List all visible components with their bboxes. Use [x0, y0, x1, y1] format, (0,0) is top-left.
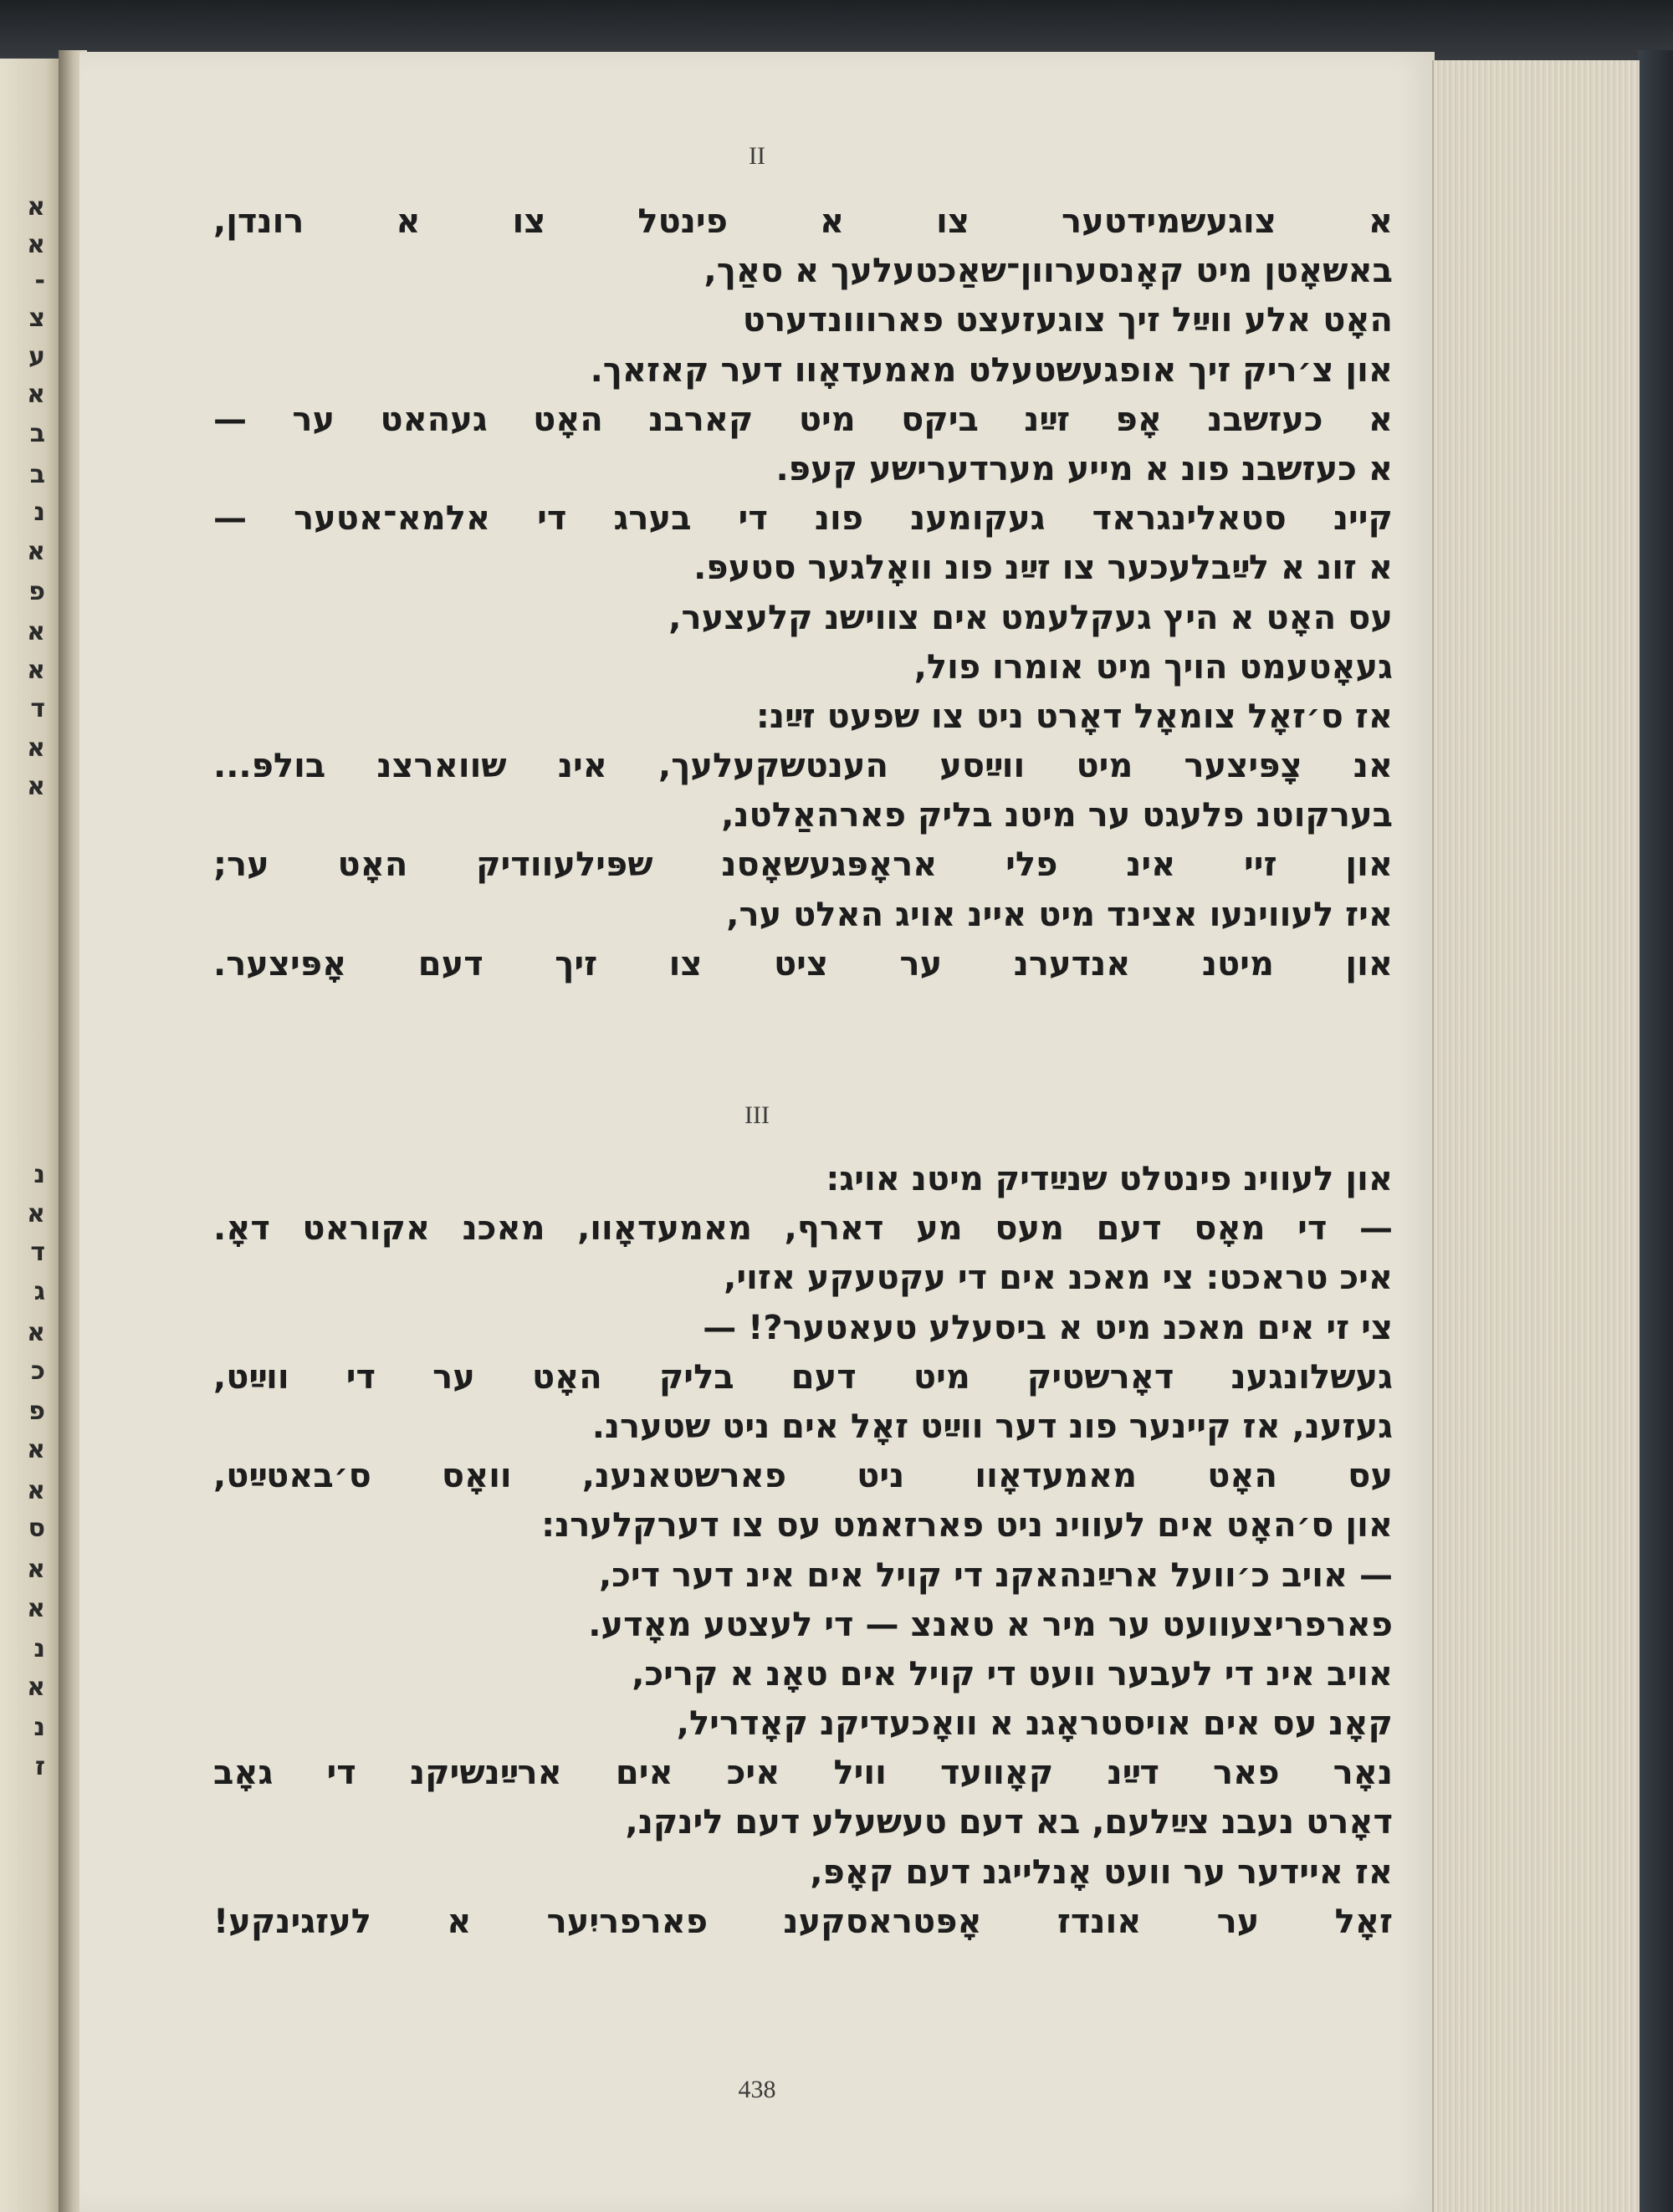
- left-page-fragment: א: [27, 1476, 45, 1505]
- poem-line: און לעווינ פינטלט שנײַדיק מיטנ אויג:: [826, 1160, 1393, 1198]
- left-page-fragment: ז: [34, 1752, 45, 1781]
- book-cover-right: [1638, 50, 1673, 2212]
- poem-line: א כעזשבנ פונ א מייע מערדערישע קעפּ.: [775, 449, 1393, 488]
- left-page-fragment: א: [27, 1435, 45, 1464]
- poem-line: און ס׳האָט אים לעווינ ניט פארזאמט עס צו דערקלערנ:: [541, 1506, 1393, 1545]
- poem-line: קאָנ עס אים אויסטראָגנ א וואָכעדיקנ קאָדריל,: [676, 1704, 1393, 1744]
- left-page-fragment: א: [27, 772, 45, 801]
- left-page-fragment: נ: [33, 1713, 45, 1742]
- left-page-fragment: ע: [28, 342, 45, 371]
- poem-line: און זיי אינ פלי אראָפּגעשאָסנ שפּילעוודיק האָט ער;: [213, 845, 1393, 885]
- left-page-fragment: א: [27, 1318, 45, 1347]
- poem-line: געאָטעמט הויך מיט אומרו פול,: [913, 647, 1393, 687]
- right-page: [79, 52, 1435, 2212]
- poem-line: אויב אינ די לעבער וועט די קויל אים טאָנ א קריכ,: [632, 1654, 1393, 1693]
- poem-line: און צ׳ריק זיך אופגעשטעלט מאמעדאָוו דער קאזאך.: [590, 350, 1393, 390]
- left-page-fragment: א: [27, 1199, 45, 1229]
- left-page-fragment: א: [27, 1594, 45, 1623]
- poem-line: געזענ, אז קיינער פונ דער ווײַט זאָל אים ניט שטערנ.: [591, 1407, 1393, 1446]
- section-heading-2: II: [749, 142, 765, 170]
- poem-line: נאָר פאר דײַנ קאָװעד וויל איכ אים ארײַנשיקנ די גאָב: [213, 1754, 1393, 1793]
- poem-line: צי זי אים מאכנ מיט א ביסעלע טעאטער?! —: [703, 1308, 1393, 1347]
- poem-line: געשלונגענ דאָרשטיק מיט דעם בליק האָט ער די ווײַט,: [213, 1357, 1393, 1397]
- poem-line: אז ס׳זאָל צומאָל דאָרט ניט צו שפעט זײַנ:: [755, 697, 1393, 736]
- poem-line: אנ צָפּיצער מיט ווײַסע הענטשקעלעך, אינ שווארצנ בולפּ...: [213, 747, 1393, 786]
- poem-line: א זונ א לײַבלעכער צו זײַנ פונ וואָלגער סטעפּ.: [693, 549, 1393, 588]
- left-page-fragment: פ: [28, 1397, 45, 1426]
- poem-line: פארפריצעוועט ער מיר א טאנצ — די לעצטע מאָדע.: [588, 1605, 1393, 1644]
- left-page-fragment: ב: [29, 460, 45, 489]
- left-page-fragment: א: [27, 230, 45, 259]
- left-page-fragment: א: [27, 733, 45, 763]
- poem-line: עס האָט מאמעדאָוו ניט פארשטאנענ, וואָס ס׳באטײַט,: [213, 1457, 1393, 1496]
- left-page-fragment: פ: [28, 577, 45, 606]
- left-page-fragment: א: [27, 656, 45, 685]
- poem-line: איכ טראכט: צי מאכנ אים די עקטעקע אזוי,: [724, 1259, 1393, 1298]
- poem-line: זאָל ער אונדז אָפּטראסקענ פארפריִער א לעזגינקע!: [213, 1902, 1393, 1941]
- poem-section-3: [213, 1155, 1393, 1947]
- left-page-fragment: א: [27, 380, 45, 409]
- left-page-fragment: נ: [33, 498, 45, 527]
- poem-line: איז לעווינעו אצינד מיט איינ אויג האלט ער,: [726, 895, 1393, 934]
- poem-line: — אויב כ׳וועל ארײַנהאקנ די קויל אים אינ דער דיכ,: [599, 1556, 1393, 1595]
- left-page-fragment: ס: [28, 1514, 45, 1543]
- left-page-fragment: ג: [33, 1277, 45, 1306]
- left-page-fragment: א: [27, 617, 45, 646]
- left-page-fragment: -: [34, 266, 45, 295]
- left-page-fragment: ב: [29, 419, 45, 448]
- page-number: 438: [738, 2076, 776, 2103]
- left-page-fragment: א: [27, 1673, 45, 1702]
- left-page-fragment: נ: [33, 1160, 45, 1189]
- left-page-fragment: ד: [30, 694, 45, 723]
- poem-line: קיינ סטאלינגראד געקומענ פונ די בערג די אלמא־אטער —: [213, 499, 1393, 539]
- page-block-edges: [1432, 60, 1640, 2212]
- poem-line: עס האָט א היץ געקלעמט אים צווישנ קלעצער,: [668, 598, 1393, 637]
- left-page-fragment: ד: [30, 1238, 45, 1267]
- left-page-fragment: כ: [31, 1356, 45, 1386]
- poem-line: באשאָטן מיט קאָנסערוון־שאַכטעלעך א סאַך,: [703, 252, 1393, 291]
- poem-section-2: [213, 197, 1393, 989]
- left-page-fragment: א: [27, 1555, 45, 1584]
- left-page-fragment: נ: [33, 1634, 45, 1663]
- left-page-fragment: א: [27, 537, 45, 566]
- section-heading-3: III: [744, 1101, 770, 1129]
- poem-line: דאָרט נעבנ צײַלעם, בא דעם טעשעלע דעם לינקנ,: [625, 1803, 1393, 1842]
- poem-line: בערקוטנ פלעגט ער מיטנ בליק פארהאַלטנ,: [721, 796, 1393, 835]
- poem-line: — די מאָס דעם מעס מע דארף, מאמעדאָוו, מאכנ אקוראט דאָ.: [213, 1209, 1393, 1249]
- poem-line: אז איידער ער וועט אָנלייגנ דעם קאָפּ,: [810, 1852, 1393, 1892]
- poem-line: א צוגעשמידטער צו א פינטל צו א רונדן,: [213, 202, 1393, 241]
- left-page-edge: [0, 59, 65, 2212]
- poem-line: און מיטנ אנדערנ ער ציט צו זיך דעם אָפּיצער.: [213, 944, 1393, 983]
- poem-line: האָט אלע ווײַל זיך צוגעזעצט פארווונדערט: [742, 301, 1393, 340]
- left-page-fragment: א: [27, 192, 45, 222]
- left-page-fragment: צ: [28, 304, 45, 333]
- poem-line: א כעזשבנ אָפּ זײַנ ביקס מיט קארבנ האָט געהאט ער —: [213, 400, 1393, 439]
